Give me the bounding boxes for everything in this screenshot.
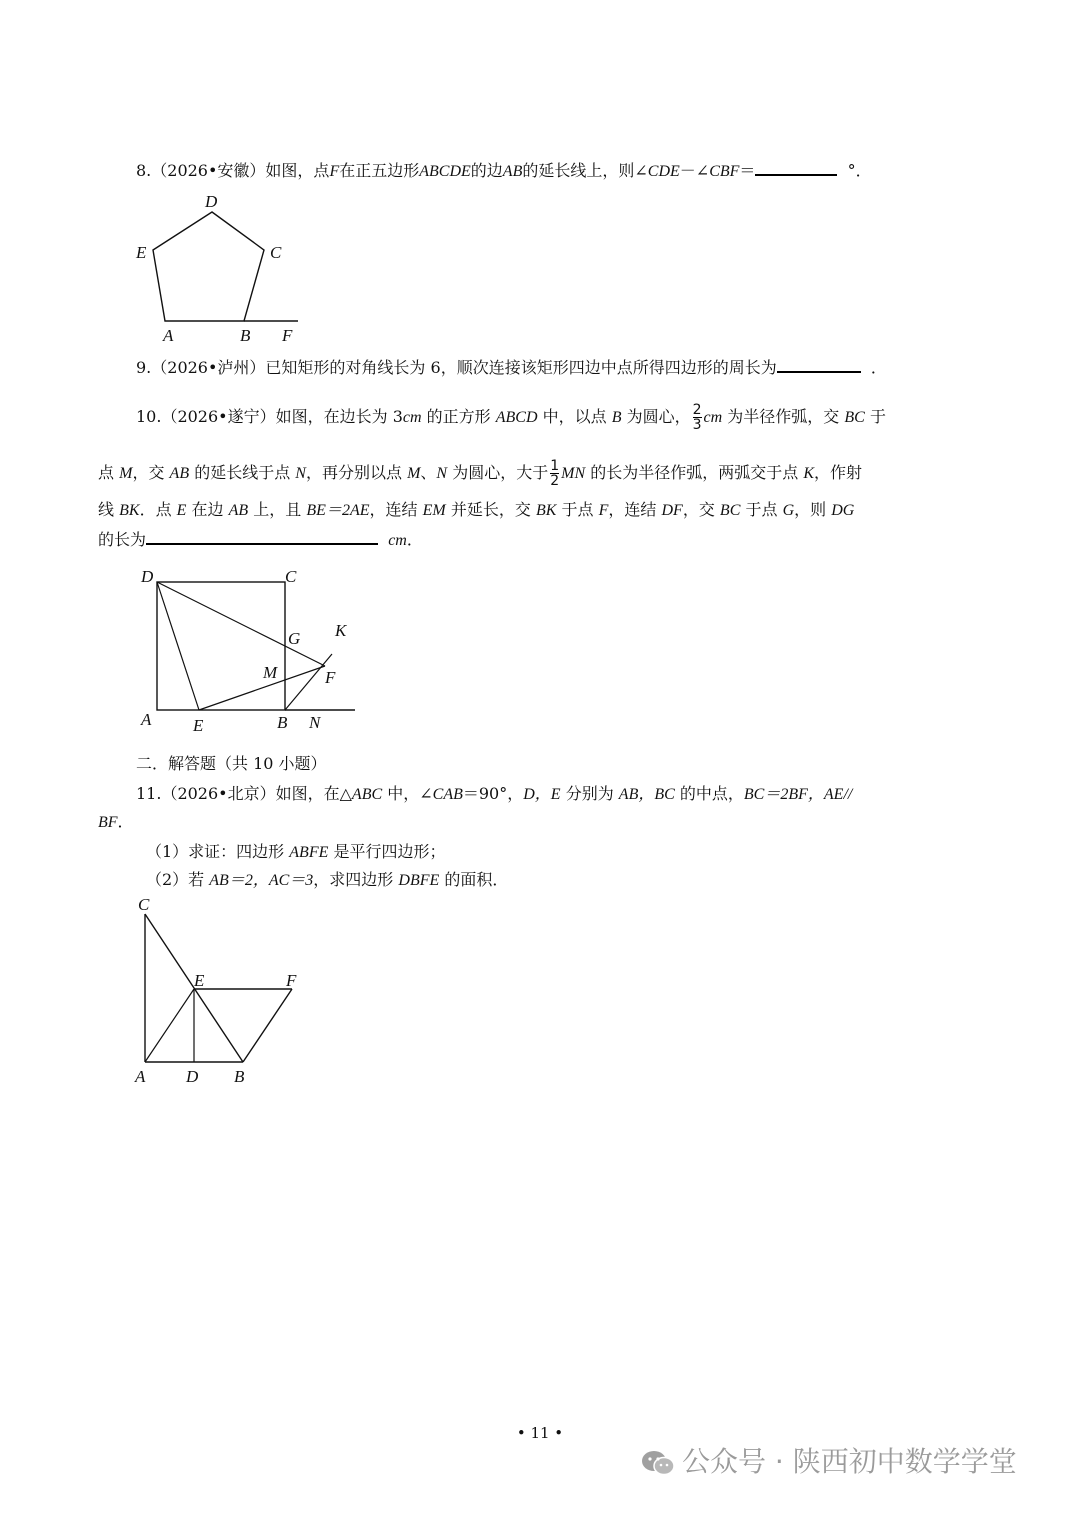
q10-l3a: 线: [98, 500, 115, 519]
q10-cm-3: cm: [388, 532, 407, 549]
label-g: G: [288, 629, 301, 648]
frac1-num: 2: [692, 402, 702, 418]
label-c: C: [270, 243, 282, 262]
q10-m-2: M: [407, 465, 421, 482]
q10-abcd: ABCD: [495, 409, 538, 426]
q10-l3e: ，连结: [369, 500, 418, 519]
q10-l2e: 为圆心，大于: [452, 463, 549, 482]
q11-l1d: 分别为: [565, 784, 614, 803]
figure-square: [135, 560, 375, 740]
square-abcd: [157, 582, 285, 710]
q10-l3b: ．点: [139, 500, 172, 519]
q10-line-1: [136, 403, 886, 432]
q10-df: DF: [661, 502, 683, 519]
label-f: F: [282, 326, 293, 345]
label-d: D: [186, 1067, 199, 1086]
q10-g: G: [782, 502, 795, 519]
q10-em: EM: [422, 502, 446, 519]
q10-fraction-2-3: [693, 403, 702, 432]
segment-df: [157, 582, 325, 666]
label-f: F: [325, 668, 336, 687]
label-f: F: [286, 971, 297, 990]
q10-l2f: 的长为半径作弧，两弧交于点: [590, 463, 799, 482]
q11-part-2: [146, 869, 508, 892]
q10-dg: DG: [831, 502, 855, 519]
label-c: C: [285, 567, 297, 586]
q10-l2d: ，再分别以点: [305, 463, 402, 482]
frac1-den: 3: [692, 417, 702, 433]
q10-ab: AB: [169, 465, 190, 482]
q8-t1: 在正五边形: [339, 161, 420, 180]
label-b: B: [234, 1067, 245, 1086]
q10-line-2: [98, 459, 862, 488]
q11-p2c: 的面积．: [444, 870, 509, 889]
q11-dbfe: DBFE: [398, 872, 440, 889]
q10-n: N: [295, 465, 306, 482]
q8-angle-cbf: CBF: [709, 163, 740, 180]
label-k: K: [335, 621, 347, 640]
q10-l4a: 的长为: [98, 530, 147, 549]
q8-answer-blank[interactable]: [755, 173, 837, 176]
label-a: A: [163, 326, 174, 345]
q10-b: B: [611, 409, 622, 426]
q11-l1a: 11.（2026•北京）如图，在△: [136, 784, 352, 803]
q11-l1e: 的中点，: [679, 784, 744, 803]
q11-p2a: （2）若: [146, 870, 205, 889]
q10-e: E: [176, 502, 187, 519]
q10-l1f: 于: [869, 407, 886, 426]
label-c: C: [138, 895, 150, 914]
q10-line-3: [98, 499, 854, 522]
wechat-icon: [640, 1449, 676, 1477]
q8-point-f: F: [329, 163, 340, 180]
q11-l1c: ＝90°，: [462, 784, 524, 803]
q11-line-2: [98, 811, 134, 834]
q10-l1b: 的正方形: [426, 407, 491, 426]
q11-bc2bf: BC＝2BF，AE//: [743, 786, 853, 803]
q11-l2-end: ．: [117, 812, 134, 831]
q10-l3g: 于点: [561, 500, 594, 519]
segment-ef: [199, 666, 325, 710]
q10-l3c: 在边: [191, 500, 224, 519]
q10-line-4: [98, 529, 423, 552]
q11-abbc: AB，BC: [618, 786, 675, 803]
segment-de: [157, 582, 199, 710]
q10-l3k: ，则: [794, 500, 827, 519]
label-e: E: [194, 971, 205, 990]
q8-pentagon-name: ABCDE: [419, 163, 471, 180]
q10-ab-2: AB: [228, 502, 249, 519]
q11-de: D，E: [523, 786, 561, 803]
q10-l1e: 为半径作弧，交: [727, 407, 840, 426]
q8-angle-cde: CDE: [647, 163, 680, 180]
q8-prefix: 8.（2026•安徽）如图，点: [136, 161, 330, 180]
q10-l3i: ，交: [682, 500, 715, 519]
q10-l4b: ．: [406, 530, 423, 549]
q11-abc: ABC: [351, 786, 383, 803]
q10-l1d: 为圆心，: [626, 407, 691, 426]
q8-side-ab: AB: [502, 163, 523, 180]
section-heading: 二．解答题（共 10 小题）: [136, 754, 327, 773]
label-d: D: [205, 192, 218, 211]
q11-p1a: （1）求证：四边形: [146, 842, 285, 861]
q11-l1b: 中，∠: [387, 784, 433, 803]
q10-bk: BK: [119, 502, 140, 519]
q10-l2g: ，作射: [814, 463, 863, 482]
label-b: B: [277, 713, 288, 732]
label-a: A: [135, 1067, 146, 1086]
label-a: A: [141, 710, 152, 729]
q10-bc-2: BC: [719, 502, 741, 519]
pentagon-shape: [153, 212, 264, 321]
q9-suffix: ．: [870, 358, 887, 377]
label-e: E: [193, 716, 204, 735]
label-m: M: [263, 663, 278, 682]
q10-cm: cm: [402, 409, 422, 426]
q11-p1b: 是平行四边形；: [333, 842, 446, 861]
q10-l3h: ，连结: [608, 500, 657, 519]
q10-l3f: 并延长，交: [450, 500, 531, 519]
label-e: E: [136, 243, 147, 262]
q10-f: F: [598, 502, 609, 519]
q8-t3: 的延长线上，则∠: [522, 161, 648, 180]
segment-bf: [243, 989, 292, 1062]
q10-fraction-1-2: [550, 459, 559, 488]
watermark-text: 公众号 · 陕西初中数学学堂: [682, 1445, 1017, 1478]
q10-sep: 、: [420, 463, 437, 482]
q11-ab2: AB＝2，AC＝3: [209, 872, 314, 889]
q10-l2c: 的延长线于点: [194, 463, 291, 482]
q11-part-1: [146, 841, 445, 864]
q10-l2b: ，交: [132, 463, 165, 482]
q11-p2b: ，求四边形: [313, 870, 394, 889]
q9-body: 9.（2026•泸州）已知矩形的对角线长为 6，顺次连接该矩形四边中点所得四边形的周长为: [136, 358, 777, 377]
q11-cab: CAB: [432, 786, 463, 803]
q10-l2a: 点: [98, 463, 115, 482]
label-b: B: [240, 326, 251, 345]
q10-m: M: [119, 465, 133, 482]
q8-t2: 的边: [470, 161, 503, 180]
frac2-den: 2: [550, 473, 560, 489]
figure-pentagon: [130, 188, 310, 348]
q10-l1a: 10.（2026•遂宁）如图，在边长为 3: [136, 407, 403, 426]
q10-mn: MN: [561, 465, 586, 482]
segment-ae: [145, 989, 194, 1062]
watermark: [640, 1440, 1017, 1480]
q10-k: K: [803, 465, 814, 482]
q10-l3d: 上，且: [253, 500, 302, 519]
label-n: N: [309, 713, 321, 732]
q10-bk-2: BK: [535, 502, 557, 519]
q10-be2ae: BE＝2AE: [306, 502, 370, 519]
q10-l3j: 于点: [745, 500, 778, 519]
q10-l1c: 中，以点: [542, 407, 607, 426]
q11-abfe: ABFE: [289, 844, 329, 861]
q9-answer-blank[interactable]: [777, 370, 861, 373]
q8-t5: ＝: [739, 161, 756, 180]
page-number: • 11 •: [516, 1424, 564, 1442]
q11-line-1: [136, 783, 852, 806]
q10-n-2: N: [436, 465, 448, 482]
q10-bc: BC: [844, 409, 865, 426]
q11-bf: BF: [98, 814, 118, 831]
label-d: D: [141, 567, 154, 586]
q10-answer-blank[interactable]: [146, 542, 378, 545]
q9-text: [136, 357, 887, 379]
q8-t4: －∠: [679, 161, 710, 180]
q8-text: [136, 160, 872, 183]
frac2-num: 1: [550, 458, 560, 474]
figure-triangle: [130, 892, 320, 1092]
q8-suffix: °．: [847, 161, 872, 180]
q10-cm-2: cm: [703, 409, 723, 426]
